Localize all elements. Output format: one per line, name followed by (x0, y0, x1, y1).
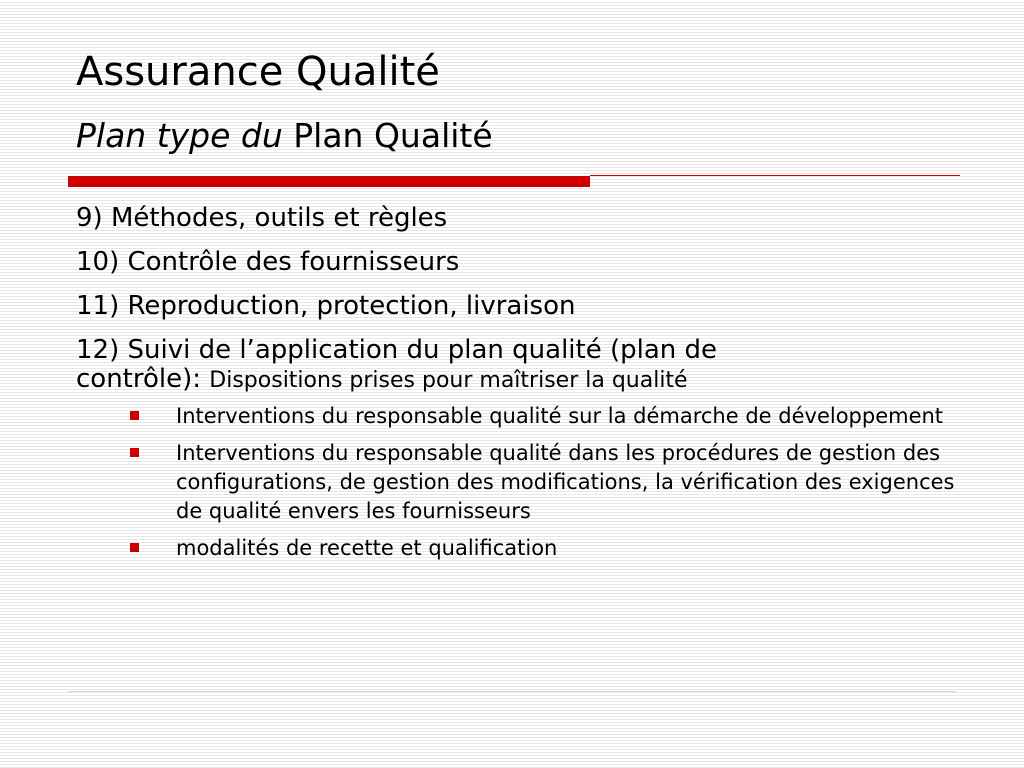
slide-subtitle (76, 114, 493, 158)
slide-body (76, 200, 966, 571)
list-item-10: 10) Contrôle des fournisseurs (76, 247, 460, 277)
subtitle-italic: Plan type du (76, 116, 283, 155)
title-underline-thin (590, 175, 960, 176)
list-item-12 (76, 332, 966, 396)
square-bullet-icon (130, 411, 139, 420)
square-bullet-icon (130, 543, 139, 552)
square-bullet-icon (130, 448, 139, 457)
sub-list-item-text: modalités de recette et qualification (176, 536, 558, 560)
sub-list-item-text: Interventions du responsable qualité dans les procédures de gestion des configurations, de gestion des modifications, la vérification des exigences de qualité envers les fournisseurs (176, 441, 955, 523)
subtitle-regular: Plan Qualité (293, 116, 493, 155)
title-underline-thick (68, 176, 590, 187)
sub-list-item-text: Interventions du responsable qualité sur la démarche de développement (176, 404, 944, 428)
sub-list-item (176, 534, 966, 563)
list-item-12-main: contrôle): (76, 364, 202, 394)
footer-divider (68, 691, 956, 692)
list-item-12-line2 (76, 364, 966, 396)
sub-list-item (176, 439, 966, 526)
slide-title: Assurance Qualité (76, 49, 440, 95)
sub-list (76, 402, 966, 563)
list-item-9: 9) Méthodes, outils et règles (76, 203, 448, 233)
list-item-12-line1: 12) Suivi de l’application du plan qualité (plan de (76, 335, 718, 365)
sub-list-item (176, 402, 966, 431)
list-item-12-note: Dispositions prises pour maîtriser la qualité (209, 368, 688, 393)
list-item-11: 11) Reproduction, protection, livraison (76, 291, 576, 321)
